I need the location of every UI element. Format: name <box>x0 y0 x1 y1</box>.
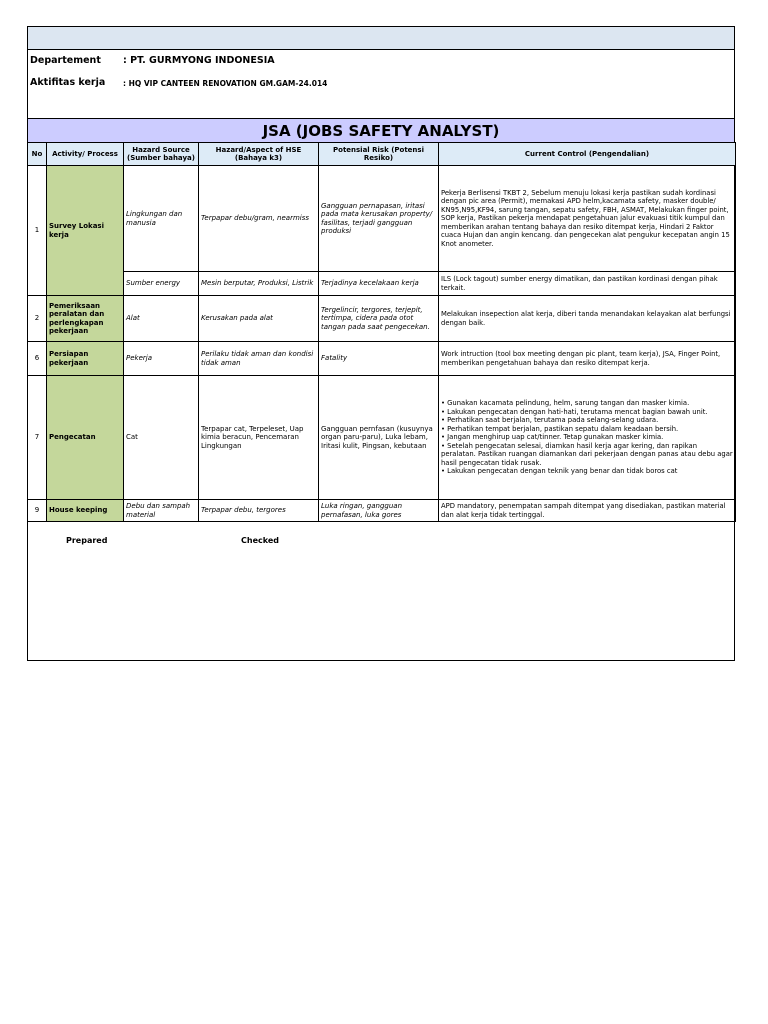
row-no: 2 <box>28 296 47 342</box>
row-control: Pekerja Berlisensi TKBT 2, Sebelum menuju lokasi kerja pastikan sudah kordinasi dengan pic area (Permit), memakasi APD helm,kacamata safety, masker double/ KN95,N95,KF94, sarung tangan, sepatu safety, FBH, ASMAT, Melakukan finger point, SOP kerja, Pastikan pekerja mendapat pengetahuan jalur evakuasi titik kumpul dan memberikan arahan tentang bahaya dan resiko ditempat kerja, Hindari 2 Faktor cuaca Hujan dan angin kencang. dan pengecekan alat pengukur kecepatan angin 15 Knot anometer. <box>439 166 736 272</box>
row-no: 6 <box>28 342 47 376</box>
col-activity: Activity/ Process <box>47 143 124 166</box>
row-source: Cat <box>124 376 199 500</box>
row-source: Lingkungan dan manusia <box>124 166 199 272</box>
row-aspect: Mesin berputar, Produksi, Listrik <box>199 272 319 296</box>
table-row <box>28 166 736 272</box>
table-row <box>28 272 736 296</box>
row-aspect: Perilaku tidak aman dan kondisi tidak aman <box>199 342 319 376</box>
control-bullet: • Perhatikan saat berjalan, terutama pada selang-selang udara. <box>441 416 659 425</box>
row-no: 9 <box>28 500 47 522</box>
row-control-list <box>439 376 736 500</box>
row-aspect: Kerusakan pada alat <box>199 296 319 342</box>
control-bullet: • Setelah pengecatan selesai, diamkan hasil kerja agar kering, dan rapikan peralatan. Pastikan ruangan diamankan dari pekerjaan dengan panas atau debu agar hasil pengecatan tidak rusak. <box>441 441 733 467</box>
row-source: Debu dan sampah material <box>124 500 199 522</box>
row-risk: Luka ringan, gangguan pernafasan, luka gores <box>319 500 439 522</box>
top-band <box>28 27 734 50</box>
department-label: Departement <box>30 55 101 66</box>
control-bullet: • Lakukan pengecatan dengan teknik yang benar dan tidak boros cat <box>441 467 678 476</box>
checked-label: Checked <box>241 536 279 545</box>
row-risk: Gangguan pernapasan, iritasi pada mata kerusakan property/ fasilitas, terjadi gangguan produksi <box>319 166 439 272</box>
department-value: : PT. GURMYONG INDONESIA <box>123 55 275 66</box>
row-source: Pekerja <box>124 342 199 376</box>
row-risk: Terjadinya kecelakaan kerja <box>319 272 439 296</box>
row-source: Sumber energy <box>124 272 199 296</box>
prepared-label: Prepared <box>66 536 108 545</box>
table-row <box>28 500 736 522</box>
row-aspect: Terpapar cat, Terpeleset, Uap kimia beracun, Pencemaran Lingkungan <box>199 376 319 500</box>
col-hazard-source: Hazard Source (Sumber bahaya) <box>124 143 199 166</box>
row-activity: Survey Lokasi kerja <box>47 166 124 296</box>
activity-value: : HQ VIP CANTEEN RENOVATION GM.GAM-24.014 <box>123 79 328 88</box>
table-row <box>28 342 736 376</box>
row-aspect: Terpapar debu/gram, nearmiss <box>199 166 319 272</box>
col-no: No <box>28 143 47 166</box>
row-aspect: Terpapar debu, tergores <box>199 500 319 522</box>
jsa-table <box>27 142 736 522</box>
row-control: APD mandatory, penempatan sampah ditempat yang disediakan, pastikan material dan alat kerja tidak tertinggal. <box>439 500 736 522</box>
row-activity: Pengecatan <box>47 376 124 500</box>
col-hazard-aspect: Hazard/Aspect of HSE (Bahaya k3) <box>199 143 319 166</box>
row-risk: Fatality <box>319 342 439 376</box>
jsa-sheet <box>27 26 735 661</box>
row-no: 7 <box>28 376 47 500</box>
control-bullet: • Gunakan kacamata pelindung, helm, sarung tangan dan masker kimia. <box>441 399 690 408</box>
row-source: Alat <box>124 296 199 342</box>
row-control: Work intruction (tool box meeting dengan pic plant, team kerja), JSA, Finger Point, memberikan pengetahuan bahaya dan resiko ditempat kerja. <box>439 342 736 376</box>
row-risk: Gangguan pernfasan (kusuynya organ paru-paru), Luka lebam, Iritasi kulit, Pingsan, kebutaan <box>319 376 439 500</box>
col-risk: Potensial Risk (Potensi Resiko) <box>319 143 439 166</box>
row-control: Melakukan insepection alat kerja, diberi tanda menandakan kelayakan alat berfungsi dengan baik. <box>439 296 736 342</box>
col-control: Current Control (Pengendalian) <box>439 143 736 166</box>
row-activity: Persiapan pekerjaan <box>47 342 124 376</box>
control-bullet: • Jangan menghirup uap cat/tinner. Tetap gunakan masker kimia. <box>441 433 664 442</box>
table-row <box>28 296 736 342</box>
control-bullet: • Lakukan pengecatan dengan hati-hati, terutama mencat bagian bawah unit. <box>441 407 708 416</box>
control-bullet: • Perhatikan tempat berjalan, pastikan sepatu dalam keadaan bersih. <box>441 424 679 433</box>
row-no: 1 <box>28 166 47 296</box>
document-title: JSA (JOBS SAFETY ANALYST) <box>28 118 734 144</box>
row-risk: Tergelincir, tergores, terjepit, tertimpa, cidera pada otot tangan pada saat pengecekan. <box>319 296 439 342</box>
table-header-row <box>28 143 736 166</box>
table-row <box>28 376 736 500</box>
row-activity: Pemeriksaan peralatan dan perlengkapan pekerjaan <box>47 296 124 342</box>
activity-label: Aktifitas kerja <box>30 77 106 88</box>
row-activity: House keeping <box>47 500 124 522</box>
row-control: ILS (Lock tagout) sumber energy dimatikan, dan pastikan kordinasi dengan pihak terkait. <box>439 272 736 296</box>
